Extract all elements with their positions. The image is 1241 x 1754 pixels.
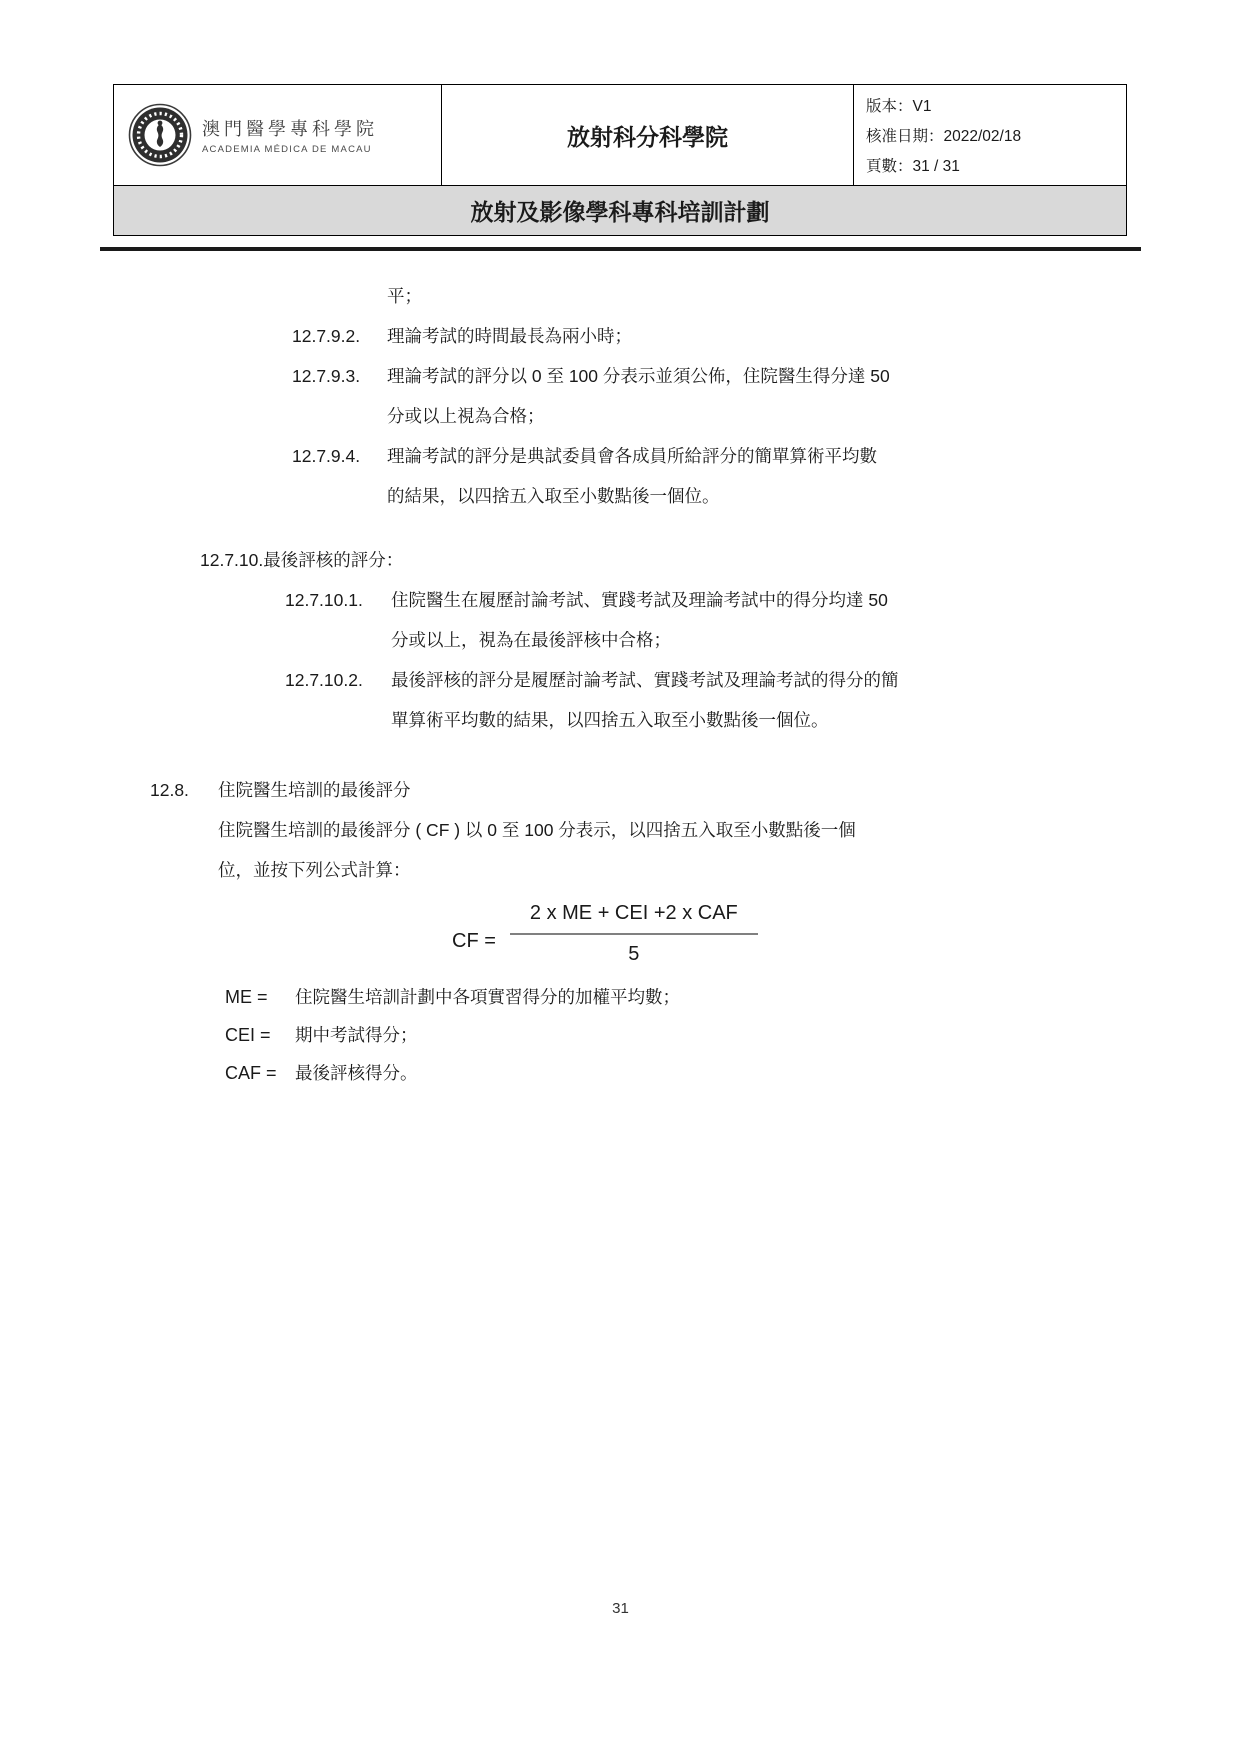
fraction-numerator: 2 x ME + CEI +2 x CAF bbox=[510, 902, 758, 935]
section-title: 最後評核的評分： bbox=[263, 550, 404, 570]
item-text: 最後評核的評分是履歷討論考試、實踐考試及理論考試的得分的簡 單算術平均數的結果，以四捨五入取至小數點後一個位。 bbox=[391, 670, 899, 730]
version-info-cell bbox=[854, 85, 1126, 185]
definition-row bbox=[225, 1016, 1241, 1054]
list-item bbox=[285, 580, 1241, 660]
definition-term: ME = bbox=[225, 987, 268, 1007]
definition-term: CEI = bbox=[225, 1025, 271, 1045]
approval-date-line: 核准日期：2022/02/18 bbox=[866, 128, 1022, 145]
version-line: 版本：V1 bbox=[866, 98, 932, 115]
section-number: 12.8. bbox=[150, 780, 189, 800]
definition-text: 最後評核得分。 bbox=[295, 1063, 418, 1083]
list-item bbox=[292, 356, 1241, 436]
fraction-denominator: 5 bbox=[628, 943, 640, 965]
variable-definitions bbox=[225, 978, 1241, 1092]
item-number: 12.7.10.1. bbox=[285, 590, 363, 610]
org-name-block bbox=[202, 115, 378, 155]
item-text: 理論考試的評分以 0 至 100 分表示並須公佈，住院醫生得分達 50 分或以上視為合格； bbox=[387, 366, 890, 426]
college-title: 放射科分科學院 bbox=[442, 85, 854, 185]
document-body bbox=[0, 276, 1241, 1092]
item-number: 12.7.9.4. bbox=[292, 446, 361, 466]
item-number: 12.7.9.3. bbox=[292, 366, 361, 386]
academy-seal-icon bbox=[128, 103, 192, 167]
section-heading-12-7-10 bbox=[200, 540, 1241, 580]
definition-text: 住院醫生培訓計劃中各項實習得分的加權平均數； bbox=[295, 987, 680, 1007]
section-number: 12.7.10. bbox=[200, 550, 264, 570]
list-item bbox=[285, 660, 1241, 740]
document-header bbox=[113, 84, 1127, 236]
document-subtitle-bar: 放射及影像學科專科培訓計劃 bbox=[114, 185, 1126, 235]
definition-row bbox=[225, 1054, 1241, 1092]
item-text: 理論考試的評分是典試委員會各成員所給評分的簡單算術平均數 的結果，以四捨五入取至小數點後一個位。 bbox=[387, 446, 877, 506]
formula-lhs: CF = bbox=[452, 929, 496, 952]
cf-formula bbox=[452, 902, 1241, 966]
formula-fraction bbox=[510, 902, 758, 966]
header-divider-rule bbox=[100, 247, 1141, 251]
section-title: 住院醫生培訓的最後評分 bbox=[218, 780, 411, 800]
page-number: 31 bbox=[612, 1600, 629, 1617]
list-item bbox=[292, 436, 1241, 516]
item-number: 12.7.10.2. bbox=[285, 670, 363, 690]
section-paragraph: 住院醫生培訓的最後評分 ( CF ) 以 0 至 100 分表示，以四捨五入取至小數點後一個 位，並按下列公式計算： bbox=[218, 820, 856, 880]
list-item bbox=[292, 316, 1241, 356]
page-count-line: 頁數：31 / 31 bbox=[866, 158, 960, 175]
definition-row bbox=[225, 978, 1241, 1016]
header-top-row bbox=[114, 85, 1126, 185]
org-name-latin: ACADEMIA MÉDICA DE MACAU bbox=[202, 144, 372, 155]
section-heading-12-8 bbox=[150, 770, 1241, 810]
org-name-chinese: 澳門醫學專科學院 bbox=[202, 119, 378, 139]
item-text: 理論考試的時間最長為兩小時； bbox=[387, 326, 632, 346]
logo-cell bbox=[114, 85, 442, 185]
item-text: 住院醫生在履歷討論考試、實踐考試及理論考試中的得分均達 50 分或以上，視為在最後評核中合格； bbox=[391, 590, 888, 650]
item-number: 12.7.9.2. bbox=[292, 326, 361, 346]
continuation-line: 平； bbox=[387, 286, 422, 306]
definition-text: 期中考試得分； bbox=[295, 1025, 418, 1045]
definition-term: CAF = bbox=[225, 1063, 277, 1083]
